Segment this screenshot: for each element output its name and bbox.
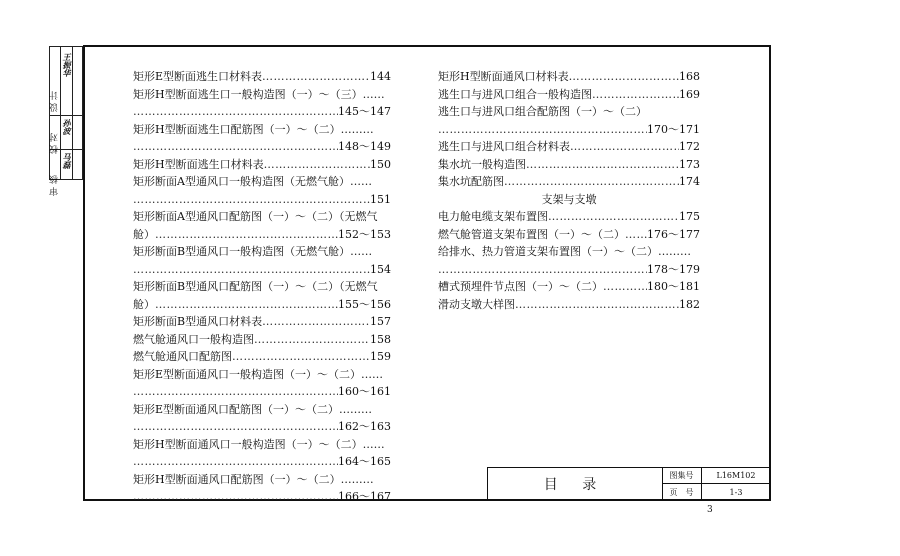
toc-leader-dots (155, 226, 338, 244)
toc-entry-page: 175 (679, 210, 700, 223)
toc-entry-title: 矩形H型断面通风口一般构造图（一）～（二）…… (133, 437, 385, 451)
toc-leader-dots (625, 226, 647, 244)
toc-leader-dots (133, 383, 338, 401)
page-value: 1-3 (729, 487, 743, 497)
toc-entry (133, 348, 391, 366)
toc-entry (438, 103, 700, 121)
toc-left-column (133, 68, 391, 506)
toc-entry-page: 182 (679, 297, 700, 311)
toc-entry-page: 152～153 (338, 227, 391, 241)
toc-entry-page: 144 (370, 70, 391, 83)
toc-leader-dots (133, 138, 338, 156)
toc-leader-dots (526, 156, 679, 174)
toc-entry (133, 313, 391, 331)
toc-entry (438, 68, 700, 86)
toc-entry (438, 261, 700, 279)
toc-entry-page: 178～179 (647, 262, 700, 276)
toc-entry-title: 逃生口与进风口组合一般构造图 (438, 87, 592, 101)
signature-reviewer: 王振华 (62, 53, 72, 77)
toc-entry (133, 226, 391, 244)
toc-entry-title: 矩形H型断面逃生口材料表 (133, 157, 264, 171)
label-proofread: 校 对 (50, 133, 60, 154)
toc-entry-page: 151 (370, 192, 391, 206)
toc-entry (133, 103, 391, 121)
toc-entry (133, 278, 391, 296)
toc-entry (133, 436, 391, 454)
toc-entry-title: 电力舱电缆支架布置图 (438, 210, 548, 223)
toc-entry (438, 296, 700, 314)
toc-entry (438, 278, 700, 296)
toc-entry-title: 给排水、热力管道支架布置图（一）～（二）……… (438, 245, 691, 258)
toc-entry-title: 燃气舱通风口一般构造图 (133, 332, 254, 346)
toc-entry-page: 180～181 (647, 280, 700, 293)
toc-entry-title: 矩形E型断面逃生口材料表 (133, 70, 263, 83)
toc-leader-dots (603, 278, 647, 296)
toc-leader-dots (232, 348, 370, 366)
toc-entry-page: 159 (370, 350, 391, 363)
toc-entry (438, 156, 700, 174)
toc-leader-dots (592, 86, 679, 104)
toc-leader-dots (515, 296, 679, 314)
toc-entry-title: 滑动支墩大样图 (438, 297, 515, 311)
title-block (487, 467, 770, 500)
title-block-title: 目 录 (488, 468, 663, 500)
toc-entry (438, 173, 700, 191)
toc-leader-dots (133, 418, 338, 436)
toc-entry-title: 逃生口与进风口组合配筋图（一）～（二） (438, 105, 647, 118)
toc-entry-title: 矩形断面A型通风口配筋图（一）～（二）（无燃气 (133, 210, 378, 223)
toc-entry (133, 191, 391, 209)
toc-entry (438, 138, 700, 156)
toc-entry-page: 160～161 (338, 385, 391, 398)
signoff-sidebar (49, 46, 83, 196)
toc-entry-title: 集水坑一般构造图 (438, 157, 526, 171)
toc-entry (438, 121, 700, 139)
toc-entry (438, 208, 700, 226)
toc-entry-title: 集水坑配筋图 (438, 175, 504, 188)
toc-entry-page: 164～165 (338, 455, 391, 468)
toc-entry-title: 燃气舱通风口配筋图 (133, 350, 232, 363)
label-review: 审 核 (50, 175, 60, 196)
toc-entry (133, 156, 391, 174)
signature-designer: 马磊 (62, 153, 72, 169)
toc-entry-page: 176～177 (647, 227, 700, 241)
toc-leader-dots (262, 313, 370, 331)
toc-entry (133, 401, 391, 419)
toc-entry (133, 331, 391, 349)
toc-entry-title: 矩形H型断面逃生口配筋图（一）～（二）……… (133, 122, 374, 136)
toc-entry-title: 槽式预埋件节点图（一）～（二） (438, 280, 603, 293)
toc-entry-page: 169 (679, 87, 700, 101)
toc-entry-title: 矩形断面B型通风口配筋图（一）～（二）（无燃气 (133, 280, 378, 293)
toc-leader-dots (155, 296, 338, 314)
toc-leader-dots (548, 208, 679, 226)
toc-entry (133, 296, 391, 314)
toc-leader-dots (438, 121, 647, 139)
toc-entry-page: 148～149 (338, 140, 391, 153)
signature-proofreader: 孙波 (62, 119, 72, 135)
page-label: 页 号 (662, 484, 702, 500)
toc-entry (133, 138, 391, 156)
toc-entry-page: 172 (679, 140, 700, 153)
toc-entry (133, 86, 391, 104)
toc-leader-dots (133, 191, 370, 209)
toc-entry-page: 150 (370, 157, 391, 171)
toc-entry-title: 矩形断面A型通风口一般构造图（无燃气舱）…… (133, 175, 372, 188)
toc-entry-title: 逃生口与进风口组合材料表 (438, 140, 570, 153)
toc-entry (133, 471, 391, 489)
toc-entry-title: 矩形E型断面通风口一般构造图（一）～（二）…… (133, 367, 384, 381)
toc-leader-dots (262, 68, 370, 86)
toc-entry-page: 145～147 (338, 105, 391, 118)
atlas-number-label: 图集号 (662, 468, 702, 484)
toc-entry-title: 矩形断面B型通风口一般构造图（无燃气舱）…… (133, 245, 373, 258)
toc-leader-dots (438, 261, 647, 279)
toc-entry-title: 舱） (133, 297, 155, 311)
toc-entry-title: 舱） (133, 227, 155, 241)
toc-entry-page: 157 (370, 315, 391, 328)
toc-entry-title: 矩形H型断面逃生口一般构造图（一）～（三）…… (133, 87, 385, 101)
toc-entry-page: 166～167 (338, 490, 391, 503)
toc-entry-page: 168 (679, 70, 700, 83)
toc-entry (133, 366, 391, 384)
toc-entry (438, 86, 700, 104)
atlas-number-value: L16M102 (702, 468, 770, 484)
toc-entry (133, 488, 391, 506)
toc-leader-dots (133, 103, 338, 121)
toc-entry (133, 243, 391, 261)
toc-entry (133, 418, 391, 436)
toc-entry (133, 173, 391, 191)
toc-entry-title: 矩形H型断面通风口材料表 (438, 70, 569, 83)
toc-entry-title: 燃气舱管道支架布置图（一）～（二） (438, 227, 625, 241)
toc-right-column (438, 68, 700, 313)
toc-entry-page: 155～156 (338, 297, 391, 311)
toc-section-heading: 支架与支墩 (541, 192, 597, 206)
toc-entry (133, 68, 391, 86)
toc-leader-dots (504, 173, 679, 191)
toc-entry-page: 154 (370, 262, 391, 276)
toc-entry (133, 121, 391, 139)
sheet-page-number: 3 (707, 505, 713, 515)
toc-entry (133, 453, 391, 471)
toc-leader-dots (133, 261, 370, 279)
toc-entry-page: 173 (679, 157, 700, 171)
toc-entry (438, 243, 700, 261)
toc-entry-page: 162～163 (338, 420, 391, 433)
toc-entry (133, 261, 391, 279)
label-design: 设 计 (50, 91, 60, 112)
toc-leader-dots (569, 68, 679, 86)
toc-entry-page: 158 (370, 332, 391, 346)
toc-entry (133, 383, 391, 401)
toc-leader-dots (133, 453, 338, 471)
toc-leader-dots (264, 156, 370, 174)
toc-entry (133, 208, 391, 226)
toc-entry-title: 矩形H型断面通风口配筋图（一）～（二）……… (133, 472, 374, 486)
toc-entry (438, 226, 700, 244)
toc-entry-title: 矩形E型断面通风口配筋图（一）～（二）……… (133, 402, 373, 416)
toc-leader-dots (133, 488, 338, 506)
toc-entry-title: 矩形断面B型通风口材料表 (133, 315, 263, 328)
toc-leader-dots (254, 331, 370, 349)
toc-leader-dots (570, 138, 679, 156)
toc-entry-page: 170～171 (647, 122, 700, 136)
toc-entry-page: 174 (679, 175, 700, 188)
